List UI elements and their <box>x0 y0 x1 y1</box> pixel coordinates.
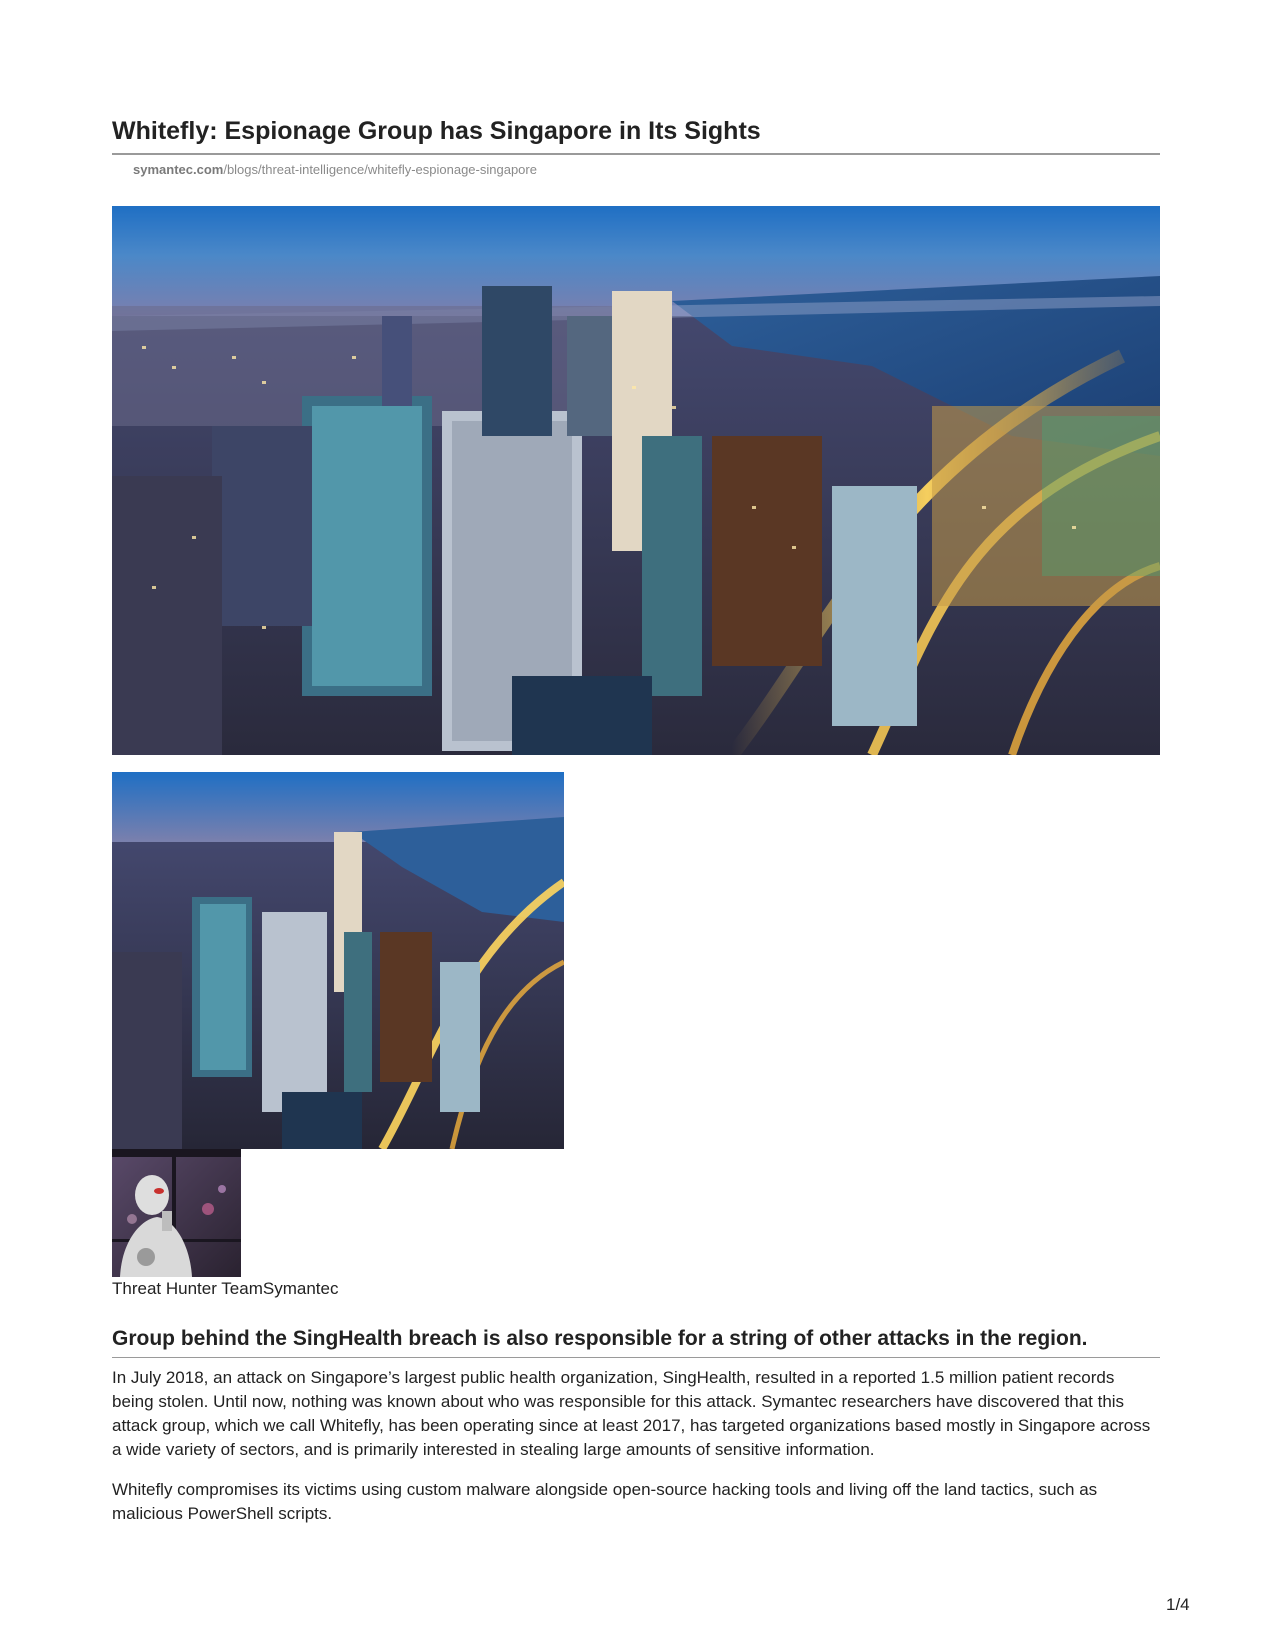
hero-image <box>112 206 1160 755</box>
skyline-photo <box>112 206 1160 755</box>
author-name: Threat Hunter TeamSymantec <box>112 1279 339 1298</box>
title-divider <box>112 153 1160 155</box>
source-url[interactable] <box>133 162 537 178</box>
hero-image-small <box>112 772 564 1149</box>
article-subheading: Group behind the SingHealth breach is also responsible for a string of other attacks in the region. <box>112 1327 1088 1350</box>
source-path: /blogs/threat-intelligence/whitefly-espionage-singapore <box>223 162 537 177</box>
author-avatar <box>112 1149 241 1277</box>
robot-avatar-photo <box>112 1149 241 1277</box>
source-domain: symantec.com <box>133 162 224 177</box>
paragraph: In July 2018, an attack on Singapore’s largest public health organization, SingHealth, resulted in a reported 1.5 million patient records being stolen. Until now, nothing was known about who was responsible for this attack. Symantec researchers have discovered that this attack group, which we call Whitefly, has been operating since at least 2017, has targeted organizations based mostly in Singapore across a wide variety of sectors, and is primarily interested in stealing large amounts of sensitive information. <box>112 1368 1151 1459</box>
skyline-photo-small <box>112 772 564 1149</box>
paragraph: Whitefly compromises its victims using custom malware alongside open-source hacking tools and living off the land tactics, such as malicious PowerShell scripts. <box>112 1480 1098 1523</box>
page-number: 1/4 <box>1166 1595 1190 1614</box>
page-title: Whitefly: Espionage Group has Singapore in Its Sights <box>112 117 761 145</box>
subheading-divider <box>112 1357 1160 1358</box>
